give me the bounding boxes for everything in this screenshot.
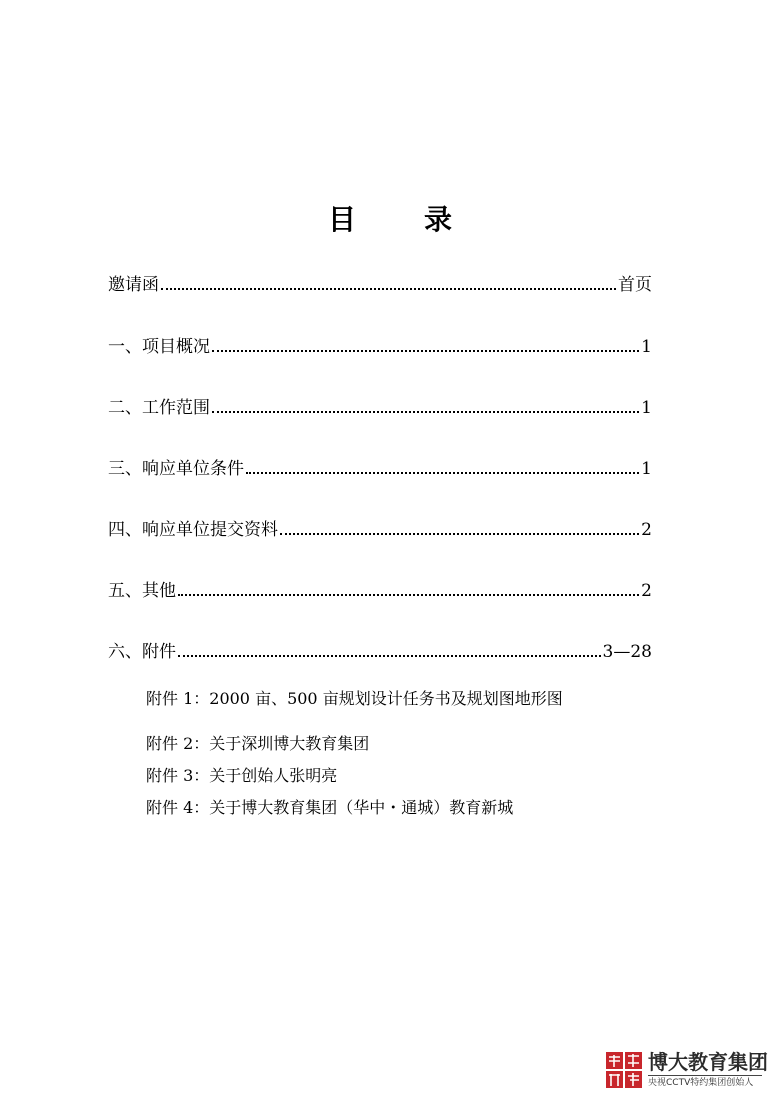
toc-row-materials[interactable] <box>108 515 652 541</box>
toc-row-other[interactable] <box>108 576 652 602</box>
toc-label: 四、响应单位提交资料 <box>108 520 278 540</box>
title-right: 录 <box>424 203 453 236</box>
attachment-item: 附件 2：关于深圳博大教育集团 <box>146 734 370 753</box>
brand-tagline: 央视CCTV特约集团创始人 <box>648 1078 754 1088</box>
toc-row-invitation[interactable] <box>108 270 652 296</box>
toc-label: 一、项目概况 <box>108 337 210 357</box>
attachment-item: 附件 3：关于创始人张明亮 <box>146 766 338 785</box>
attachment-item: 附件 4：关于博大教育集团（华中・通城）教育新城 <box>146 798 514 817</box>
toc-leader <box>212 410 639 413</box>
toc-label: 邀请函 <box>108 275 159 295</box>
toc-leader <box>178 593 639 596</box>
toc-page: 2 <box>641 581 652 601</box>
page-title <box>0 198 780 238</box>
toc-label: 五、其他 <box>108 581 176 601</box>
toc-row-attachments[interactable] <box>108 637 652 663</box>
toc-leader <box>212 349 639 352</box>
toc-page: 1 <box>641 398 652 418</box>
toc-page: 3—28 <box>602 642 652 662</box>
title-left: 目 <box>327 203 356 236</box>
toc-page: 首页 <box>618 275 652 295</box>
toc-leader <box>161 287 616 290</box>
attachment-item: 附件 1：2000 亩、500 亩规划设计任务书及规划图地形图 <box>146 689 563 708</box>
brand-divider <box>648 1075 762 1076</box>
toc-label: 三、响应单位条件 <box>108 459 244 479</box>
toc-leader <box>280 532 639 535</box>
brand-logo <box>606 1050 768 1090</box>
toc-leader <box>178 654 601 657</box>
toc-row-conditions[interactable] <box>108 454 652 480</box>
toc-leader <box>246 471 639 474</box>
toc-label: 二、工作范围 <box>108 398 210 418</box>
toc-label: 六、附件 <box>108 642 176 662</box>
brand-name: 博大教育集团 <box>648 1050 768 1074</box>
toc-page: 1 <box>641 459 652 479</box>
seal-icon <box>606 1052 642 1088</box>
toc-row-overview[interactable] <box>108 332 652 358</box>
toc-page: 1 <box>641 337 652 357</box>
toc-row-scope[interactable] <box>108 393 652 419</box>
toc-page: 2 <box>641 520 652 540</box>
